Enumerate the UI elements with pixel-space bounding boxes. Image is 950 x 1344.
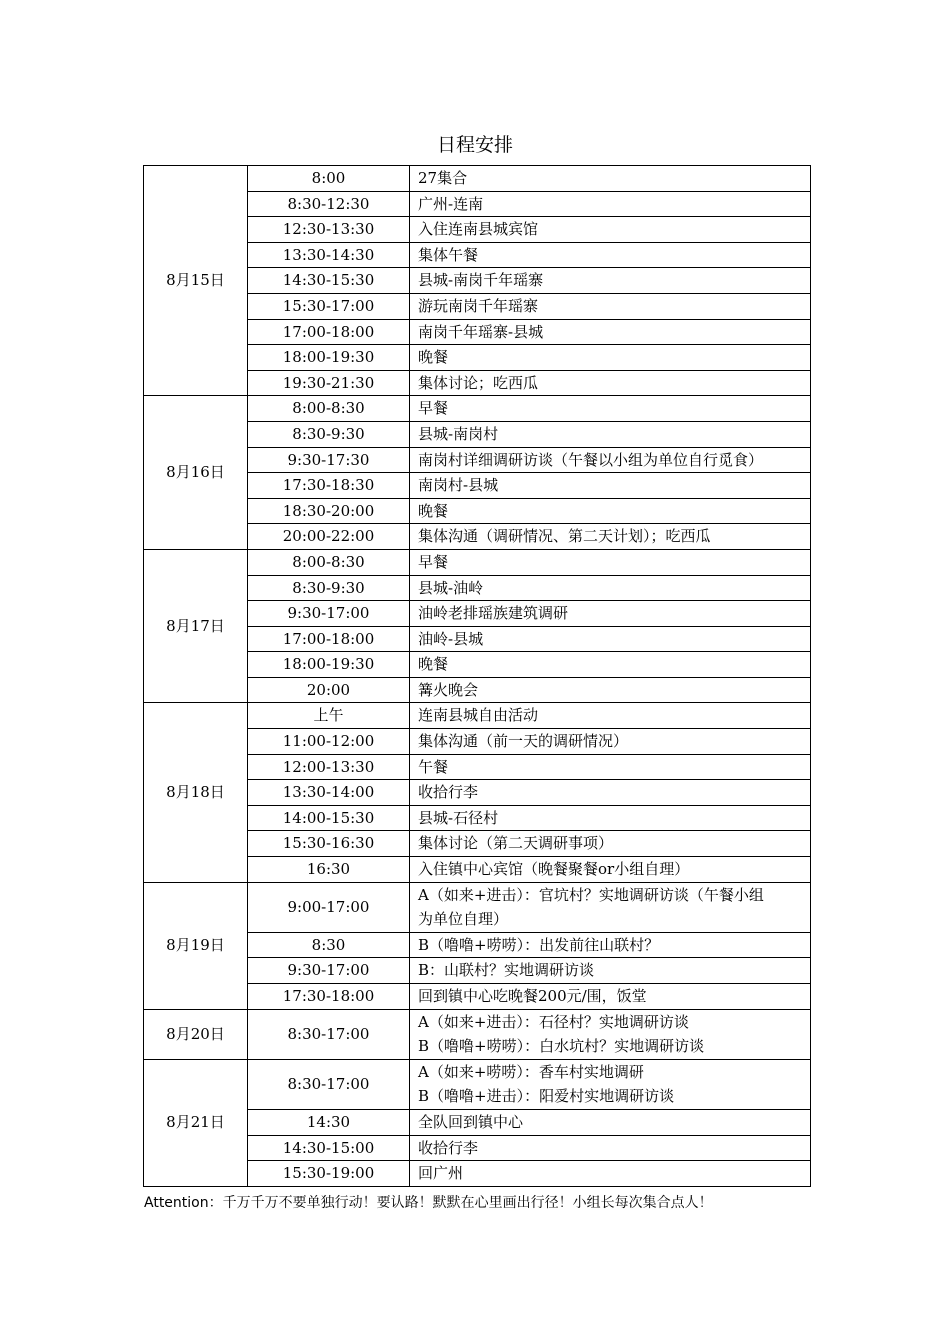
activity-cell <box>410 191 811 217</box>
activity-cell <box>410 958 811 984</box>
time-cell: 20:00 <box>248 677 410 703</box>
activity-cell <box>410 319 811 345</box>
activity-text: 县城-石径村 <box>418 808 499 827</box>
activity-text: 连南县城自由活动 <box>418 706 539 725</box>
page-title: 日程安排 <box>436 134 513 156</box>
activity-text: 游玩南岗千年瑶寨 <box>418 296 539 315</box>
time-cell: 17:00-18:00 <box>248 319 410 345</box>
activity-text: 县城-油岭 <box>418 578 484 597</box>
activity-text: 早餐 <box>418 399 449 418</box>
day-date-cell: 8月17日 <box>144 549 248 703</box>
activity-cell <box>410 166 811 192</box>
time-cell: 13:30-14:00 <box>248 780 410 806</box>
day-date-cell: 8月15日 <box>144 166 248 396</box>
time-cell: 14:00-15:30 <box>248 805 410 831</box>
activity-cell <box>410 268 811 294</box>
activity-text: 县城-南岗千年瑶寨 <box>418 271 544 290</box>
activity-cell <box>410 805 811 831</box>
activity-text: A（如来+进击）：官坑村？实地调研访谈（午餐小组 <box>418 885 764 904</box>
schedule-row <box>144 549 811 575</box>
activity-cell <box>410 1135 811 1161</box>
time-cell: 20:00-22:00 <box>248 524 410 550</box>
activity-cell <box>410 1059 811 1109</box>
activity-cell <box>410 217 811 243</box>
activity-text: B（噜噜+唠唠）：出发前往山联村？ <box>418 935 660 954</box>
activity-text: 集体讨论；吃西瓜 <box>418 373 539 392</box>
time-cell: 11:00-12:00 <box>248 729 410 755</box>
time-cell: 9:30-17:30 <box>248 447 410 473</box>
time-cell: 8:30-17:00 <box>248 1059 410 1109</box>
activity-text: 回到镇中心吃晚餐200元/围，饭堂 <box>418 987 647 1005</box>
activity-cell <box>410 729 811 755</box>
time-cell: 15:30-16:30 <box>248 831 410 857</box>
activity-text: 南岗千年瑶寨-县城 <box>418 322 544 341</box>
activity-text: 晚餐 <box>418 655 449 674</box>
activity-cell <box>410 421 811 447</box>
activity-cell <box>410 345 811 371</box>
activity-cell <box>410 882 811 932</box>
time-cell: 17:00-18:00 <box>248 626 410 652</box>
time-cell: 19:30-21:30 <box>248 370 410 396</box>
activity-text: 广州-连南 <box>418 194 484 213</box>
time-cell: 8:30 <box>248 932 410 958</box>
activity-text: B（噜噜+进击）：阳爱村实地调研访谈 <box>418 1087 675 1106</box>
day-date-cell: 8月18日 <box>144 703 248 882</box>
activity-cell <box>410 754 811 780</box>
time-cell: 8:00-8:30 <box>248 396 410 422</box>
time-cell: 14:30-15:00 <box>248 1135 410 1161</box>
activity-cell <box>410 293 811 319</box>
activity-text: 集体沟通（前一天的调研情况） <box>418 732 629 751</box>
activity-cell <box>410 652 811 678</box>
activity-text: 晚餐 <box>418 348 449 367</box>
time-cell: 12:30-13:30 <box>248 217 410 243</box>
time-cell: 8:00-8:30 <box>248 549 410 575</box>
schedule-body <box>144 166 811 1187</box>
activity-cell <box>410 575 811 601</box>
activity-cell <box>410 601 811 627</box>
time-cell: 17:30-18:00 <box>248 984 410 1010</box>
activity-text: 县城-南岗村 <box>418 424 499 443</box>
time-cell: 18:30-20:00 <box>248 498 410 524</box>
activity-text: 集体午餐 <box>418 245 479 264</box>
activity-text: 油岭-县城 <box>418 629 484 648</box>
time-cell: 8:30-17:00 <box>248 1009 410 1059</box>
activity-cell <box>410 626 811 652</box>
time-cell: 12:00-13:30 <box>248 754 410 780</box>
time-cell: 16:30 <box>248 857 410 883</box>
activity-cell <box>410 780 811 806</box>
schedule-row <box>144 166 811 192</box>
activity-cell <box>410 498 811 524</box>
activity-text: 入住连南县城宾馆 <box>418 220 539 239</box>
activity-text: B（噜噜+唠唠）：白水坑村？实地调研访谈 <box>418 1037 705 1056</box>
time-cell: 9:00-17:00 <box>248 882 410 932</box>
activity-text: 收拾行李 <box>418 1138 479 1157</box>
activity-text: 27集合 <box>418 169 468 187</box>
schedule-row <box>144 396 811 422</box>
activity-cell <box>410 549 811 575</box>
time-cell: 15:30-19:00 <box>248 1161 410 1187</box>
day-date-cell: 8月16日 <box>144 396 248 550</box>
schedule-row <box>144 1009 811 1059</box>
day-date-cell: 8月19日 <box>144 882 248 1009</box>
activity-cell <box>410 1161 811 1187</box>
time-cell: 9:30-17:00 <box>248 958 410 984</box>
time-cell: 8:30-12:30 <box>248 191 410 217</box>
time-cell: 14:30 <box>248 1109 410 1135</box>
activity-text: A（如来+唠唠）：香车村实地调研 <box>418 1062 644 1081</box>
attention-note: Attention：千万千万不要单独行动！要认路！默默在心里画出行径！小组长每次集合点人！ <box>144 1195 713 1211</box>
activity-text: 南岗村-县城 <box>418 476 499 495</box>
activity-text: 集体沟通（调研情况、第二天计划）；吃西瓜 <box>418 527 711 546</box>
activity-cell <box>410 932 811 958</box>
activity-cell <box>410 1009 811 1059</box>
activity-text: 南岗村详细调研访谈（午餐以小组为单位自行觅食） <box>418 450 764 469</box>
time-cell: 14:30-15:30 <box>248 268 410 294</box>
activity-text: 回广州 <box>418 1164 464 1183</box>
activity-cell <box>410 984 811 1010</box>
activity-text: 篝火晚会 <box>418 680 479 699</box>
activity-cell <box>410 703 811 729</box>
activity-cell <box>410 524 811 550</box>
activity-cell <box>410 831 811 857</box>
activity-text: 午餐 <box>418 757 449 776</box>
activity-cell <box>410 857 811 883</box>
activity-text: 全队回到镇中心 <box>418 1112 524 1131</box>
activity-text: A（如来+进击）：石径村？实地调研访谈 <box>418 1012 689 1031</box>
schedule-row <box>144 882 811 932</box>
time-cell: 18:00-19:30 <box>248 345 410 371</box>
time-cell: 8:00 <box>248 166 410 192</box>
activity-cell <box>410 242 811 268</box>
activity-text: 晚餐 <box>418 501 449 520</box>
time-cell: 9:30-17:00 <box>248 601 410 627</box>
schedule-table <box>143 165 811 1187</box>
time-cell: 18:00-19:30 <box>248 652 410 678</box>
time-cell: 8:30-9:30 <box>248 575 410 601</box>
time-cell: 上午 <box>248 703 410 729</box>
activity-text: B：山联村？实地调研访谈 <box>418 961 595 980</box>
day-date-cell: 8月21日 <box>144 1059 248 1186</box>
activity-cell <box>410 1109 811 1135</box>
activity-cell <box>410 677 811 703</box>
activity-cell <box>410 447 811 473</box>
activity-cell <box>410 396 811 422</box>
time-cell: 8:30-9:30 <box>248 421 410 447</box>
activity-text: 为单位自理） <box>418 910 509 929</box>
schedule-row <box>144 1059 811 1109</box>
time-cell: 17:30-18:30 <box>248 473 410 499</box>
activity-text: 早餐 <box>418 552 449 571</box>
time-cell: 13:30-14:30 <box>248 242 410 268</box>
time-cell: 15:30-17:00 <box>248 293 410 319</box>
activity-text: 入住镇中心宾馆（晚餐聚餐or小组自理） <box>418 860 690 879</box>
schedule-row <box>144 703 811 729</box>
day-date-cell: 8月20日 <box>144 1009 248 1059</box>
activity-text: 油岭老排瑶族建筑调研 <box>418 604 569 623</box>
activity-cell <box>410 370 811 396</box>
activity-text: 收拾行李 <box>418 783 479 802</box>
activity-cell <box>410 473 811 499</box>
activity-text: 集体讨论（第二天调研事项） <box>418 834 614 853</box>
